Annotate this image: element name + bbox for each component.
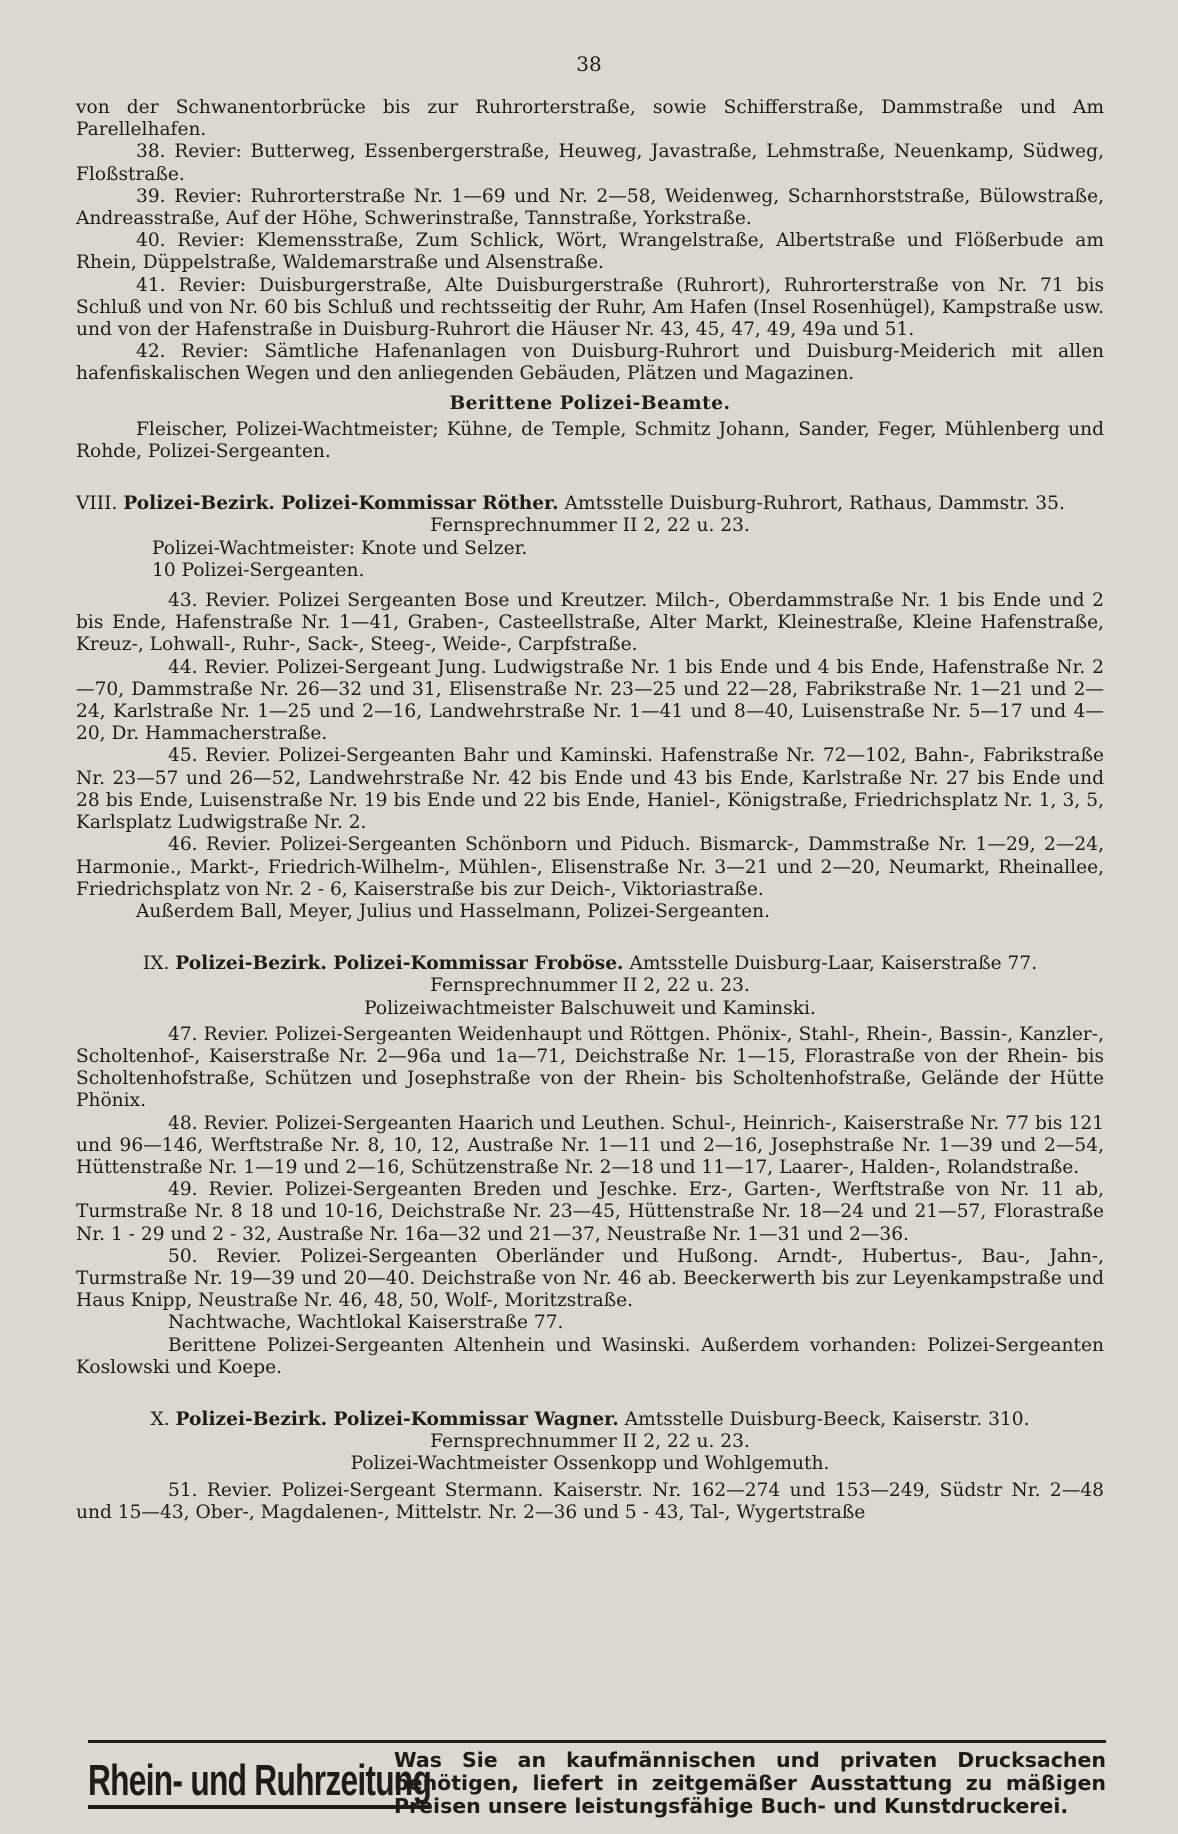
paragraph: von der Schwanentorbrücke bis zur Ruhrorterstraße, sowie Schifferstraße, Dammstraße und Am Parellelhafen. [76,97,1104,141]
bezirk-phone: Fernsprechnummer II 2, 22 u. 23. [430,975,750,997]
revier-44: 44. Revier. Polizei-Sergeant Jung. Ludwigstraße Nr. 1 bis Ende und 4 bis Ende, Hafenstraße Nr. 2—70, Dammstraße Nr. 26—32 und 31, Elisenstraße Nr. 23—25 und 22—28, Fabrikstraße Nr. 1—21 und 2—24, Karlstraße Nr. 1—25 und 2—16, Landwehrstraße Nr. 1—41 und 8—40, Luisenstraße Nr. 5—17 und 4—20, Dr. Hammacherstraße. [76,656,1104,745]
bezirk-phone: Fernsprechnummer II 2, 22 u. 23. [430,1431,750,1453]
bezirk-office: Amtsstelle Duisburg-Beeck, Kaiserstr. 310. [624,1408,1030,1430]
revier-51: 51. Revier. Polizei-Sergeant Stermann. Kaiserstr. Nr. 162—274 und 153—249, Südstr Nr. 2—48 und 15—43, Ober-, Magdalenen-, Mittelstr. Nr. 2—36 und 5 - 43, Tal-, Wygertstraße [76,1479,1104,1523]
revier-43: 43. Revier. Polizei Sergeanten Bose und Kreutzer. Milch-, Oberdammstraße Nr. 1 bis Ende und 2 bis Ende, Hafenstraße Nr. 1—41, Graben-, Casteellstraße, Alter Markt, Kleinestraße, Kleine Hafenstraße, Kreuz-, Lohwall-, Ruhr-, Sack-, Steeg-, Weide-, Carpfstraße. [76,590,1104,656]
mounted-heading: Berittene Polizei-Beamte. [449,392,731,414]
revier-50: 50. Revier. Polizei-Sergeanten Oberländer und Hußong. Arndt-, Hubertus-, Bau-, Jahn-, Turmstraße Nr. 19—39 und 20—40. Deichstraße von Nr. 46 ab. Beeckerwerth bis zur Leyenkampstraße und Haus Knipp, Neustraße Nr. 46, 48, 50, Wolf-, Moritzstraße. [76,1245,1104,1312]
advertisement [88,1740,1106,1821]
page-content [76,97,1104,1524]
bezirk-phone: Fernsprechnummer II 2, 22 u. 23. [430,515,750,537]
bezirk-ix-heading [76,953,1104,975]
bezirk-title: Polizei-Bezirk. Polizei-Kommissar Froböse. [175,953,624,975]
revier-38: 38. Revier: Butterweg, Essenbergerstraße, Heuweg, Javastraße, Lehmstraße, Neuenkamp, Südweg, Floßstraße. [76,141,1104,185]
bezirk-title: Polizei-Bezirk. Polizei-Kommissar Röther. [123,493,559,515]
ad-logo-text: Rhein- und Ruhrzeitung [88,1756,431,1809]
bezirk-viii-heading [76,493,1104,515]
bezirk-staff: Polizei-Wachtmeister Ossenkopp und Wohlgemuth. [350,1453,830,1475]
night-watch: Nachtwache, Wachtlokal Kaiserstraße 77. [168,1312,564,1334]
revier-48: 48. Revier. Polizei-Sergeanten Haarich und Leuthen. Schul-, Heinrich-, Kaiserstraße Nr. 77 bis 121 und 96—146, Werftstraße Nr. 8, 10, 12, Austraße Nr. 1—11 und 2—16, Josephstraße Nr. 1—39 und 2—54, Hüttenstraße Nr. 1—19 und 2—16, Schützenstraße Nr. 2—18 und 11—17, Laarer-, Halden-, Rolandstraße. [76,1112,1104,1178]
bezirk-number: IX. [142,953,170,975]
bezirk-office: Amtsstelle Duisburg-Laar, Kaiserstraße 77. [629,953,1038,975]
revier-39: 39. Revier: Ruhrorterstraße Nr. 1—69 und Nr. 2—58, Weidenweg, Scharnhorststraße, Bülowstraße, Andreasstraße, Auf der Höhe, Schwerinstraße, Tannstraße, Yorkstraße. [76,185,1104,230]
revier-49: 49. Revier. Polizei-Sergeanten Breden und Jeschke. Erz-, Garten-, Werftstraße von Nr. 11 ab, Turmstraße Nr. 8 18 und 10-16, Deichstraße Nr. 23—45, Hüttenstraße Nr. 18—24 und 21—57, Florastraße Nr. 1 - 29 und 2 - 32, Austraße Nr. 16a—32 und 21—37, Neustraße Nr. 1—31 und 2—36. [76,1179,1104,1245]
bezirk-extra: Außerdem Ball, Meyer, Julius und Hasselmann, Polizei-Sergeanten. [136,900,771,922]
bezirk-number: VIII. [76,493,118,515]
revier-46: 46. Revier. Polizei-Sergeanten Schönborn und Piduch. Bismarck-, Dammstraße Nr. 1—29, 2—24, Harmonie., Markt-, Friedrich-Wilhelm-, Mühlen-, Elisenstraße Nr. 3—21 und 2—20, Neumarkt, Rheinallee, Friedrichsplatz von Nr. 2 - 6, Kaiserstraße bis zur Deich-, Viktoriastraße. [76,834,1104,900]
revier-40: 40. Revier: Klemensstraße, Zum Schlick, Wört, Wrangelstraße, Albertstraße und Flößerbude am Rhein, Düppelstraße, Waldemarstraße und Alsenstraße. [76,230,1104,274]
mounted-text: Fleischer, Polizei-Wachtmeister; Kühne, de Temple, Schmitz Johann, Sander, Feger, Mühlenberg und Rohde, Polizei-Sergeanten. [76,418,1104,463]
bezirk-x-heading [76,1409,1104,1431]
ad-logo [88,1749,431,1813]
revier-47: 47. Revier. Polizei-Sergeanten Weidenhaupt und Röttgen. Phönix-, Stahl-, Rhein-, Bassin-, Kanzler-, Scholtenhof-, Kaiserstraße Nr. 2—96a und 1a—71, Deichstraße Nr. 1—15, Florastraße von der Rhein- bis Scholtenhofstraße, Schützen und Josephstraße von der Rhein- bis Scholtenhofstraße, Gelände der Hütte Phönix. [76,1023,1104,1112]
bezirk-title: Polizei-Bezirk. Polizei-Kommissar Wagner. [175,1408,619,1430]
ad-text: Was Sie an kaufmännischen und privaten Drucksachen benötigen, liefert in zeitgemäßer Ausstattung zu mäßigen Preisen unsere leistungsfähige Buch- und Kunstdruckerei. [394,1748,1106,1818]
page-number: 38 [576,52,602,76]
revier-42: 42. Revier: Sämtliche Hafenanlagen von Duisburg-Ruhrort und Duisburg-Meiderich mit allen hafenfiskalischen Wegen und den anliegenden Gebäuden, Plätzen und Magazinen. [76,341,1104,385]
mounted-sergeants: Berittene Polizei-Sergeanten Altenhein und Wasinski. Außerdem vorhanden: Polizei-Sergeanten Koslowski und Koepe. [76,1334,1104,1378]
revier-45: 45. Revier. Polizei-Sergeanten Bahr und Kaminski. Hafenstraße Nr. 72—102, Bahn-, Fabrikstraße Nr. 23—57 und 26—52, Landwehrstraße Nr. 42 bis Ende und 43 bis Ende, Karlstraße Nr. 27 bis Ende und 28 bis Ende, Luisenstraße Nr. 19 bis Ende und 22 bis Ende, Haniel-, Königstraße, Friedrichsplatz Nr. 1, 3, 5, Karlsplatz Ludwigstraße Nr. 2. [76,745,1104,834]
bezirk-number: X. [150,1408,170,1430]
revier-41: 41. Revier: Duisburgerstraße, Alte Duisburgerstraße (Ruhrort), Ruhrorterstraße von Nr. 71 bis Schluß und von Nr. 60 bis Schluß und rechtsseitig der Ruhr, Am Hafen (Insel Rosenhügel), Kampstraße usw. und von der Hafenstraße in Duisburg-Ruhrort die Häuser Nr. 43, 45, 47, 49, 49a und 51. [76,274,1104,341]
bezirk-office: Amtsstelle Duisburg-Ruhrort, Rathaus, Dammstr. 35. [564,493,1065,515]
bezirk-staff: Polizei-Wachtmeister: Knote und Selzer. [152,537,528,559]
bezirk-staff: Polizeiwachtmeister Balschuweit und Kaminski. [364,997,816,1019]
bezirk-staff: 10 Polizei-Sergeanten. [152,559,365,581]
